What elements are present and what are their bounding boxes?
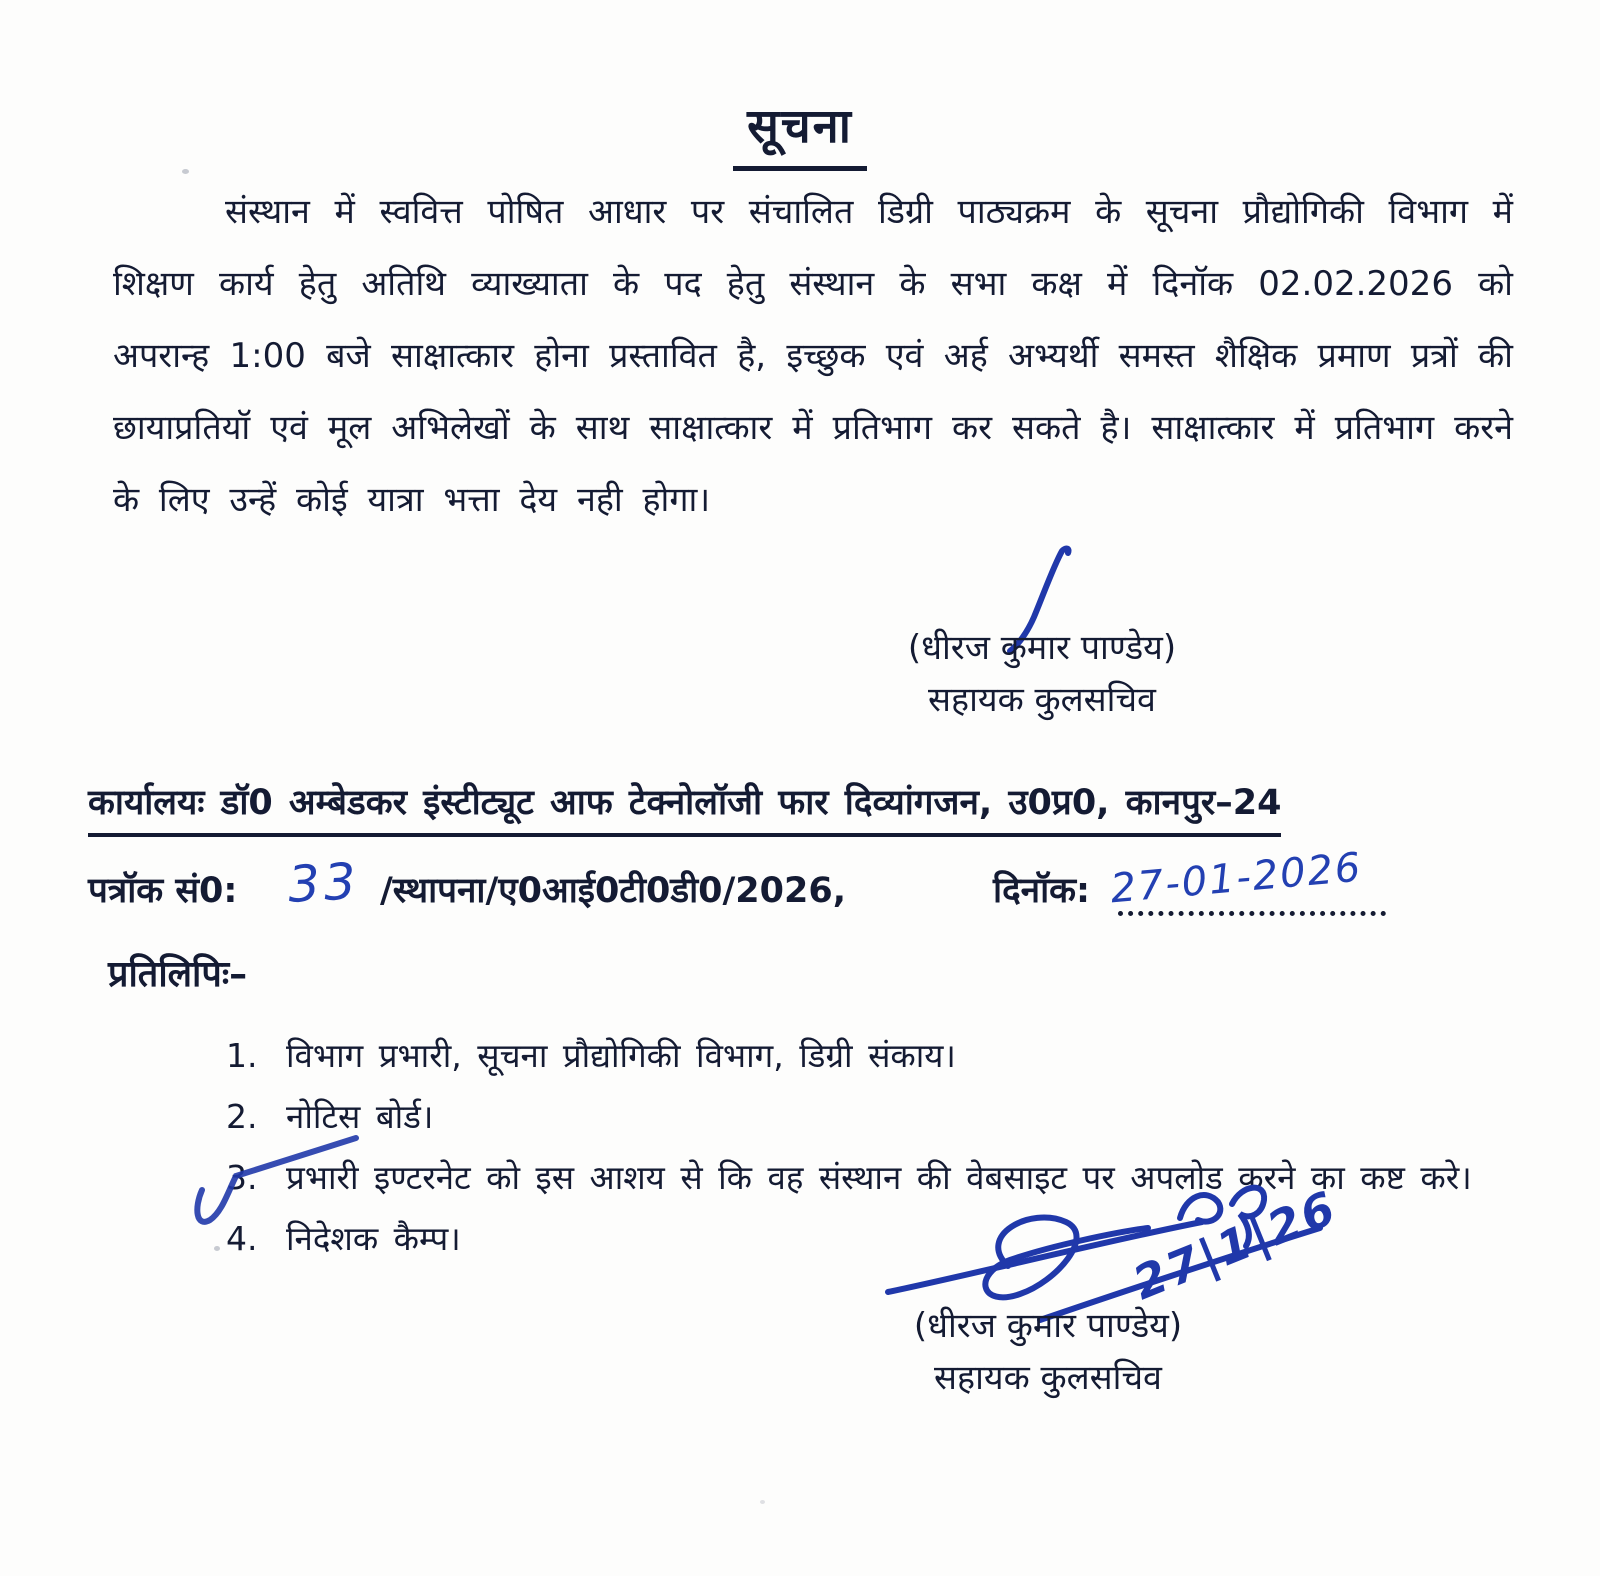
copies-heading: प्रतिलिपिः–: [108, 954, 248, 995]
reference-number-handwritten: 33: [286, 852, 362, 914]
date-handwritten: 27-01-2026: [1108, 844, 1365, 913]
signatory-block-top: [862, 622, 1222, 726]
checkmark-stroke-icon: [188, 1128, 368, 1253]
copy-item-text: विभाग प्रभारी, सूचना प्रौद्योगिकी विभाग, डिग्री संकाय।: [286, 1036, 956, 1075]
reference-row: [88, 844, 1558, 928]
date-label: दिनॉक:: [993, 871, 1091, 911]
signatory-designation: सहायक कुलसचिव: [934, 1358, 1162, 1398]
notice-title-row: [0, 92, 1600, 171]
copy-item-number: 4.: [226, 1219, 258, 1258]
signatory-name: (धीरज कुमार पाण्डेय): [913, 1306, 1183, 1346]
office-line: कार्यालयः डॉ0 अम्बेडकर इंस्टीट्यूट आफ टेक्नोलॉजी फार दिव्यांगजन, उ0प्र0, कानपुर–24: [88, 778, 1281, 837]
signatory-designation: सहायक कुलसचिव: [928, 680, 1156, 720]
copy-item: [226, 1030, 1506, 1082]
reference-label: पत्रॉक सं0:: [88, 871, 238, 911]
copy-item-number: 3.: [226, 1158, 258, 1197]
copy-item-text: नोटिस बोर्ड।: [286, 1097, 434, 1136]
reference-number: /स्थापना/ए0आई0टी0डी0/2026,: [380, 871, 846, 911]
notice-body-paragraph: संस्थान में स्ववित्त पोषित आधार पर संचालित डिग्री पाठ्यक्रम के सूचना प्रौद्योगिकी विभाग में शिक्षण कार्य हेतु अतिथि व्याख्याता के पद हेतु संस्थान के सभा कक्ष में दिनॉक 02.02.2026 को अपरान्ह 1:00 बजे साक्षात्कार होना प्रस्तावित है, इच्छुक एवं अर्ह अभ्यर्थी समस्त शैक्षिक प्रमाण प्रत्रों की छायाप्रतियॉ एवं मूल अभिलेखों के साथ साक्षात्कार में प्रतिभाग कर सकते है। साक्षात्कार में प्रतिभाग करने के लिए उन्हें कोई यात्रा भत्ता देय नही होगा।: [113, 192, 1513, 520]
copy-item-text: निदेशक कैम्प।: [286, 1219, 461, 1258]
copy-item-number: 1.: [226, 1036, 258, 1075]
date-dotted-line: [1108, 844, 1386, 916]
notice-title: सूचना: [733, 92, 867, 171]
copy-item-text: प्रभारी इण्टरनेट को इस आशय से कि वह संस्थान की वेबसाइट पर अपलोड करने का कष्ट करे।: [286, 1158, 1472, 1197]
copy-item: [226, 1091, 1506, 1143]
copy-item-number: 2.: [226, 1097, 258, 1136]
signature-date-handwritten: 27|1|26: [1125, 1179, 1345, 1311]
signatory-block-bottom: [868, 1300, 1228, 1404]
signatory-name: (धीरज कुमार पाण्डेय): [907, 628, 1177, 668]
office-line-row: [88, 778, 1558, 837]
scan-speck: [760, 1500, 765, 1504]
